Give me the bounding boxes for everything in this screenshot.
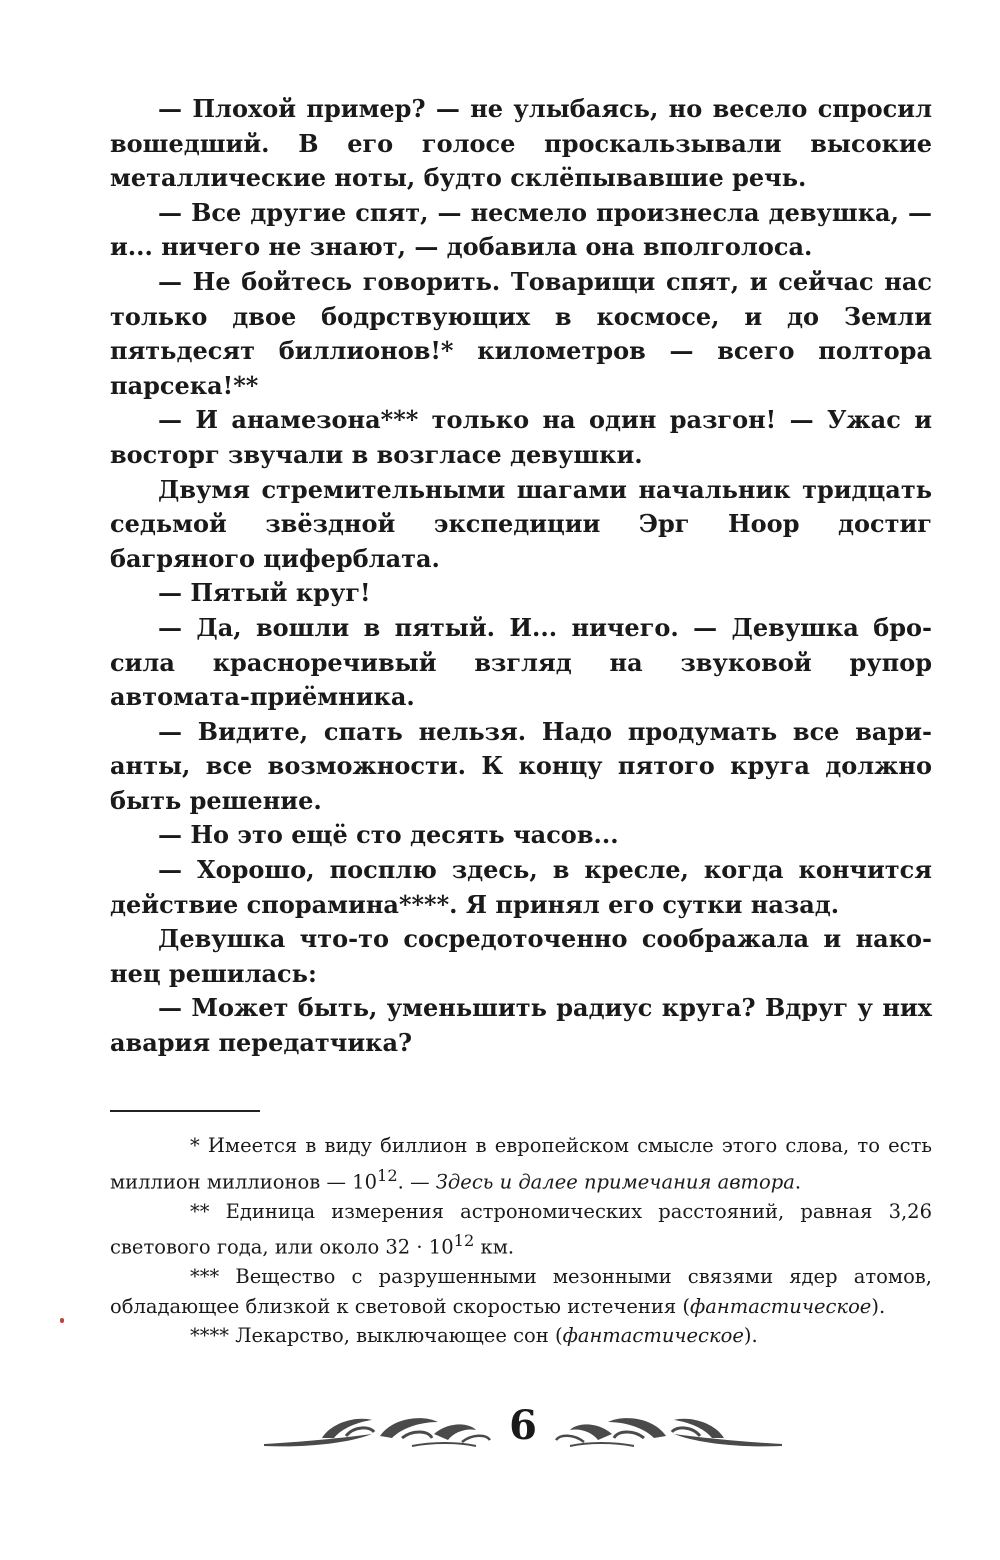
main-text bbox=[110, 92, 932, 1061]
paragraph: — Видите, спать нельзя. Надо продумать все варианты, все возможности. К концу пятого круга должно быть решение. bbox=[110, 716, 932, 815]
paragraph: — Плохой пример? — не улыбаясь, но весело спросил вошедший. В его голосе проскальзывали высокие металлические ноты, будто склёпывавшие речь. bbox=[110, 94, 932, 193]
ornament-left-icon bbox=[262, 1408, 494, 1454]
page-number: 6 bbox=[509, 1402, 537, 1449]
footnote-3: *** Вещество с разрушенными мезонными связями ядер атомов, обладающее близкой к световой скоростью истечения (фантастическое). bbox=[110, 1265, 932, 1318]
paragraph: — Может быть, уменьшить радиус круга? Вдруг у них авария передатчика? bbox=[110, 993, 932, 1058]
footnotes bbox=[110, 1131, 932, 1351]
ornament-right-icon bbox=[552, 1408, 784, 1454]
paragraph: — И анамезона*** только на один разгон! — Ужас и восторг звучали в возгласе девушки. bbox=[110, 405, 932, 469]
paragraph: Двумя стремительными шагами начальник тридцать седьмой звёздной экспедиции Эрг Ноор достиг багряного циферблата. bbox=[110, 474, 932, 573]
footnote-divider bbox=[110, 1110, 260, 1112]
footnote-4: **** Лекарство, выключающее сон (фантастическое). bbox=[190, 1324, 758, 1347]
footnote-1: * Имеется в виду биллион в европейском смысле этого слова, то есть миллион миллионов — $10^{12}$. — Здесь и далее примечания автора. bbox=[110, 1134, 932, 1193]
footnote-2: ** Единица измерения астрономических расстояний, равная 3,26 светового года, или около $32 \cdot 10^{12}$ км. bbox=[110, 1199, 932, 1259]
paragraph: — Хорошо, посплю здесь, в кресле, когда кончится действие спорамина****. Я принял его сутки назад. bbox=[110, 855, 932, 919]
paragraph: Девушка что-то сосредоточенно соображала и наконец решилась: bbox=[110, 924, 932, 988]
paragraph: — Все другие спят, — несмело произнесла девушка, — и... ничего не знают, — добавила она вполголоса. bbox=[110, 197, 932, 262]
paragraph: — Да, вошли в пятый. И... ничего. — Девушка бросила красноречивый взгляд на звуковой рупор автомата-приёмника. bbox=[110, 612, 932, 712]
paragraph: — Но это ещё сто десять часов... bbox=[158, 820, 619, 850]
paragraph: — Не бойтесь говорить. Товарищи спят, и сейчас нас только двое бодрствующих в космосе, и до Земли пятьдесят биллионов!* километров — всего полтора парсека!** bbox=[110, 266, 932, 400]
paragraph: — Пятый круг! bbox=[158, 578, 371, 608]
print-speck bbox=[60, 1318, 64, 1323]
